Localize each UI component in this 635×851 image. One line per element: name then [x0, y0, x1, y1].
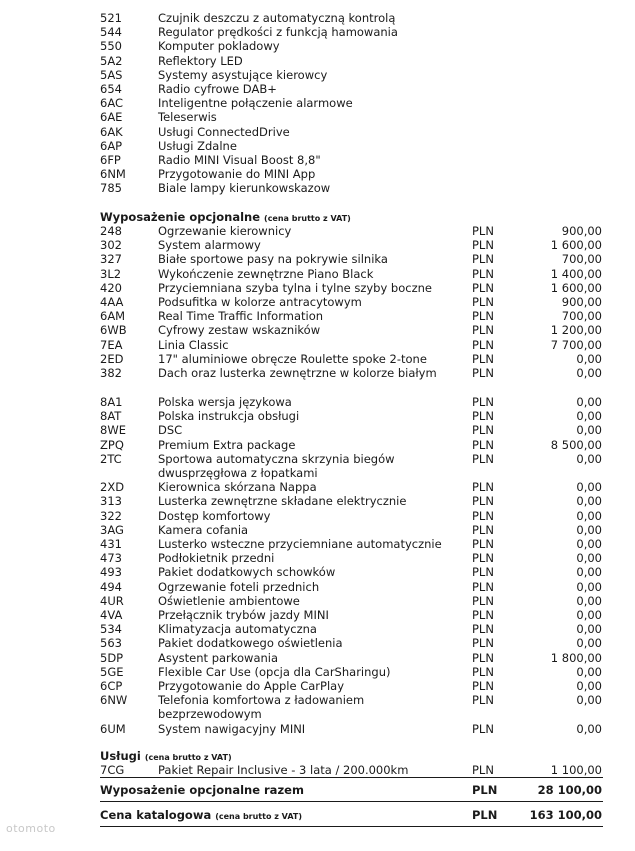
item-currency: PLN [472, 508, 494, 523]
item-code: 6AP [100, 138, 123, 153]
item-currency: PLN [472, 679, 494, 693]
item-code: 6CP [100, 679, 123, 693]
item-code: 6WB [100, 323, 127, 338]
item-description: Ogrzewanie foteli przednich [158, 579, 320, 594]
list-item [0, 622, 635, 636]
item-description: Kierownica skórzana Nappa [158, 480, 317, 495]
list-item [0, 224, 635, 238]
list-item [0, 309, 635, 323]
list-item [0, 665, 635, 679]
item-description: Flexible Car Use (opcja dla CarSharingu) [158, 664, 391, 679]
item-description: Usługi ConnectedDrive [158, 124, 290, 139]
item-code: 534 [100, 622, 122, 637]
item-code: 4VA [100, 608, 123, 622]
item-code: 6AM [100, 309, 126, 324]
list-item [0, 39, 635, 53]
list-item [0, 494, 635, 508]
item-currency: PLN [472, 309, 494, 324]
item-code: 7CG [100, 763, 125, 777]
item-description: DSC [158, 423, 183, 438]
item-currency: PLN [472, 650, 494, 665]
item-description: Teleserwis [158, 110, 217, 125]
item-price: 0,00 [576, 721, 602, 736]
item-currency: PLN [472, 608, 494, 622]
item-code: 6FP [100, 153, 121, 167]
list-item [0, 68, 635, 82]
item-code: 431 [100, 537, 122, 551]
item-price: 0,00 [576, 593, 602, 608]
item-price: 1 600,00 [550, 280, 602, 295]
item-description: Sportowa automatyczna skrzynia biegów [158, 451, 395, 466]
item-description: Dostęp komfortowy [158, 508, 271, 523]
item-description: Cyfrowy zestaw wskazników [158, 323, 321, 338]
item-description: Lusterka zewnętrzne składane elektrycznie [158, 494, 407, 509]
list-item [0, 167, 635, 181]
item-description: Przygotowanie do MINI App [158, 167, 316, 182]
catalog-price-value: 163 100,00 [529, 808, 602, 822]
item-code: 4AA [100, 295, 124, 309]
item-description: Real Time Traffic Information [158, 309, 324, 324]
catalog-price-label: Cena katalogowa (cena brutto z VAT) [100, 808, 303, 822]
list-item [0, 11, 635, 25]
options-total-currency: PLN [472, 783, 498, 797]
item-currency: PLN [472, 579, 494, 594]
item-description: Przełącznik trybów jazdy MINI [158, 608, 329, 622]
list-item [0, 722, 635, 736]
list-item [0, 153, 635, 167]
item-description: Regulator prędkości z funkcją hamowania [158, 25, 398, 40]
list-item [0, 139, 635, 153]
item-currency: PLN [472, 551, 494, 566]
item-currency: PLN [472, 565, 494, 580]
item-price: 0,00 [576, 409, 602, 424]
list-item [0, 523, 635, 537]
item-currency: PLN [472, 224, 494, 238]
item-price: 0,00 [576, 508, 602, 523]
item-code: 4UR [100, 593, 124, 608]
item-description: System nawigacyjny MINI [158, 721, 306, 736]
services-section-title: Usługi (cena brutto z VAT) [100, 749, 232, 763]
item-price: 0,00 [576, 622, 602, 637]
item-currency: PLN [472, 266, 494, 281]
list-item [0, 366, 635, 380]
list-item [0, 594, 635, 608]
item-currency: PLN [472, 593, 494, 608]
item-price: 0,00 [576, 423, 602, 438]
item-code: 7EA [100, 337, 123, 352]
list-item [0, 551, 635, 565]
item-description: Pakiet dodatkowych schowków [158, 565, 336, 580]
item-description: Radio cyfrowe DAB+ [158, 82, 277, 96]
item-price: 0,00 [576, 579, 602, 594]
item-price: 700,00 [561, 309, 602, 324]
list-item [0, 565, 635, 579]
list-item [0, 352, 635, 366]
item-description-continued: dwusprzęgłowa z łopatkami [158, 465, 318, 480]
item-price: 900,00 [561, 224, 602, 238]
item-code: 8WE [100, 423, 126, 438]
item-description: Komputer pokladowy [158, 39, 280, 54]
item-currency: PLN [472, 395, 494, 409]
item-code: 8AT [100, 409, 122, 424]
item-currency: PLN [472, 366, 494, 380]
item-code: 313 [100, 494, 122, 509]
item-price: 0,00 [576, 522, 602, 537]
item-description: Pakiet dodatkowego oświetlenia [158, 636, 343, 651]
item-description: Dach oraz lusterka zewnętrzne w kolorze białym [158, 366, 437, 380]
item-code: 6NM [100, 167, 126, 182]
item-code: 521 [100, 11, 122, 25]
item-price: 7 700,00 [550, 337, 602, 352]
item-price: 1 100,00 [550, 763, 602, 777]
item-currency: PLN [472, 409, 494, 424]
list-item [0, 338, 635, 352]
item-code: 5AS [100, 67, 123, 82]
item-code: 3AG [100, 522, 124, 537]
list-item [0, 409, 635, 423]
list-item [0, 580, 635, 594]
item-currency: PLN [472, 351, 494, 366]
divider [100, 801, 603, 802]
list-item [0, 608, 635, 622]
item-description: Asystent parkowania [158, 650, 279, 665]
options-total-label: Wyposażenie opcjonalne razem [100, 783, 304, 797]
list-item [0, 395, 635, 409]
list-item [0, 267, 635, 281]
item-code: 544 [100, 25, 122, 40]
item-description: Podsufitka w kolorze antracytowym [158, 295, 362, 309]
item-currency: PLN [472, 323, 494, 338]
item-description: Usługi Zdalne [158, 138, 237, 153]
item-currency: PLN [472, 693, 494, 708]
item-description: Polska instrukcja obsługi [158, 409, 300, 424]
item-description-continued: bezprzewodowym [158, 707, 262, 722]
item-price: 1 400,00 [550, 266, 602, 281]
item-price: 0,00 [576, 679, 602, 693]
services-section-header [0, 749, 635, 763]
item-currency: PLN [472, 337, 494, 352]
item-description: Podłokietnik przedni [158, 551, 275, 566]
list-item [0, 54, 635, 68]
options-total-row [0, 783, 635, 797]
item-price: 0,00 [576, 366, 602, 380]
item-code: 6AK [100, 124, 123, 139]
item-price: 0,00 [576, 565, 602, 580]
item-description: Klimatyzacja automatyczna [158, 622, 317, 637]
item-code: 493 [100, 565, 122, 580]
item-code: 3L2 [100, 266, 122, 281]
item-description: Inteligentne połączenie alarmowe [158, 96, 353, 111]
item-code: 5A2 [100, 53, 123, 68]
item-code: 420 [100, 280, 122, 295]
item-price: 0,00 [576, 451, 602, 466]
item-code: 327 [100, 252, 122, 267]
item-currency: PLN [472, 423, 494, 438]
list-item [0, 679, 635, 693]
list-item [0, 252, 635, 266]
item-code: 473 [100, 551, 122, 566]
item-description: Przygotowanie do Apple CarPlay [158, 679, 345, 693]
item-code: 654 [100, 82, 122, 96]
item-currency: PLN [472, 664, 494, 679]
item-price: 0,00 [576, 551, 602, 566]
list-item [0, 238, 635, 252]
item-code: 248 [100, 224, 122, 238]
item-price: 0,00 [576, 480, 602, 495]
item-description: Czujnik deszczu z automatyczną kontrolą [158, 11, 396, 25]
list-item [0, 438, 635, 452]
watermark-logo: otomoto [6, 822, 56, 835]
item-description: Ogrzewanie kierownicy [158, 224, 292, 238]
item-description: Linia Classic [158, 337, 229, 352]
item-currency: PLN [472, 451, 494, 466]
item-code: 5GE [100, 664, 124, 679]
item-description: Telefonia komfortowa z ładowaniem [158, 693, 365, 708]
item-price: 0,00 [576, 636, 602, 651]
item-description: 17" aluminiowe obręcze Roulette spoke 2-tone [158, 351, 427, 366]
item-price: 0,00 [576, 664, 602, 679]
item-price: 8 500,00 [550, 437, 602, 452]
item-description: System alarmowy [158, 238, 261, 253]
item-description: Lusterko wsteczne przyciemniane automatycznie [158, 537, 442, 551]
item-currency: PLN [472, 238, 494, 253]
list-item [0, 509, 635, 523]
item-code: 550 [100, 39, 122, 54]
list-item [0, 96, 635, 110]
item-description: Oświetlenie ambientowe [158, 593, 300, 608]
item-currency: PLN [472, 280, 494, 295]
item-currency: PLN [472, 252, 494, 267]
catalog-price-row [0, 808, 635, 822]
item-description: Kamera cofania [158, 522, 249, 537]
divider [100, 826, 603, 827]
list-item [0, 763, 635, 777]
item-price: 1 600,00 [550, 238, 602, 253]
item-price: 0,00 [576, 537, 602, 551]
optional-section-header [0, 210, 635, 224]
list-item [0, 181, 635, 195]
item-code: 5DP [100, 650, 124, 665]
item-code: 785 [100, 181, 122, 196]
item-price: 1 800,00 [550, 650, 602, 665]
item-currency: PLN [472, 721, 494, 736]
item-price: 700,00 [561, 252, 602, 267]
list-item [0, 323, 635, 337]
item-price: 0,00 [576, 693, 602, 708]
item-currency: PLN [472, 480, 494, 495]
item-code: ZPQ [100, 437, 124, 452]
item-currency: PLN [472, 763, 494, 777]
list-item [0, 295, 635, 309]
item-code: 494 [100, 579, 122, 594]
item-currency: PLN [472, 537, 494, 551]
item-description: Przyciemniana szyba tylna i tylne szyby boczne [158, 280, 432, 295]
item-description: Polska wersja językowa [158, 395, 292, 409]
item-code: 6UM [100, 721, 126, 736]
list-item [0, 423, 635, 437]
list-item [0, 281, 635, 295]
item-currency: PLN [472, 437, 494, 452]
divider [100, 777, 603, 778]
item-price: 0,00 [576, 494, 602, 509]
item-price: 0,00 [576, 395, 602, 409]
item-code: 6NW [100, 693, 128, 708]
list-item [0, 82, 635, 96]
item-description: Systemy asystujące kierowcy [158, 67, 328, 82]
list-item [0, 636, 635, 650]
item-description: Białe sportowe pasy na pokrywie silnika [158, 252, 388, 267]
list-item [0, 451, 635, 480]
item-code: 6AC [100, 96, 124, 111]
item-currency: PLN [472, 622, 494, 637]
item-description: Pakiet Repair Inclusive - 3 lata / 200.000km [158, 763, 409, 777]
item-code: 322 [100, 508, 122, 523]
list-item [0, 693, 635, 722]
item-description: Radio MINI Visual Boost 8,8" [158, 153, 321, 167]
list-item [0, 125, 635, 139]
list-item [0, 651, 635, 665]
item-code: 2TC [100, 451, 122, 466]
list-item [0, 537, 635, 551]
item-price: 1 200,00 [550, 323, 602, 338]
item-description: Biale lampy kierunkowskazow [158, 181, 331, 196]
item-code: 6AE [100, 110, 123, 125]
item-price: 900,00 [561, 295, 602, 309]
list-item [0, 480, 635, 494]
item-code: 8A1 [100, 395, 123, 409]
item-currency: PLN [472, 636, 494, 651]
item-description: Premium Extra package [158, 437, 296, 452]
item-description: Reflektory LED [158, 53, 243, 68]
item-currency: PLN [472, 494, 494, 509]
item-currency: PLN [472, 522, 494, 537]
item-code: 302 [100, 238, 122, 253]
item-code: 2XD [100, 480, 125, 495]
list-item [0, 110, 635, 124]
item-code: 563 [100, 636, 122, 651]
item-code: 2ED [100, 351, 124, 366]
item-price: 0,00 [576, 351, 602, 366]
item-description: Wykończenie zewnętrzne Piano Black [158, 266, 374, 281]
options-total-value: 28 100,00 [537, 783, 602, 797]
item-price: 0,00 [576, 608, 602, 622]
optional-section-title: Wyposażenie opcjonalne (cena brutto z VAT) [100, 210, 351, 224]
item-code: 382 [100, 366, 122, 380]
item-currency: PLN [472, 295, 494, 309]
list-item [0, 25, 635, 39]
catalog-price-currency: PLN [472, 808, 498, 822]
